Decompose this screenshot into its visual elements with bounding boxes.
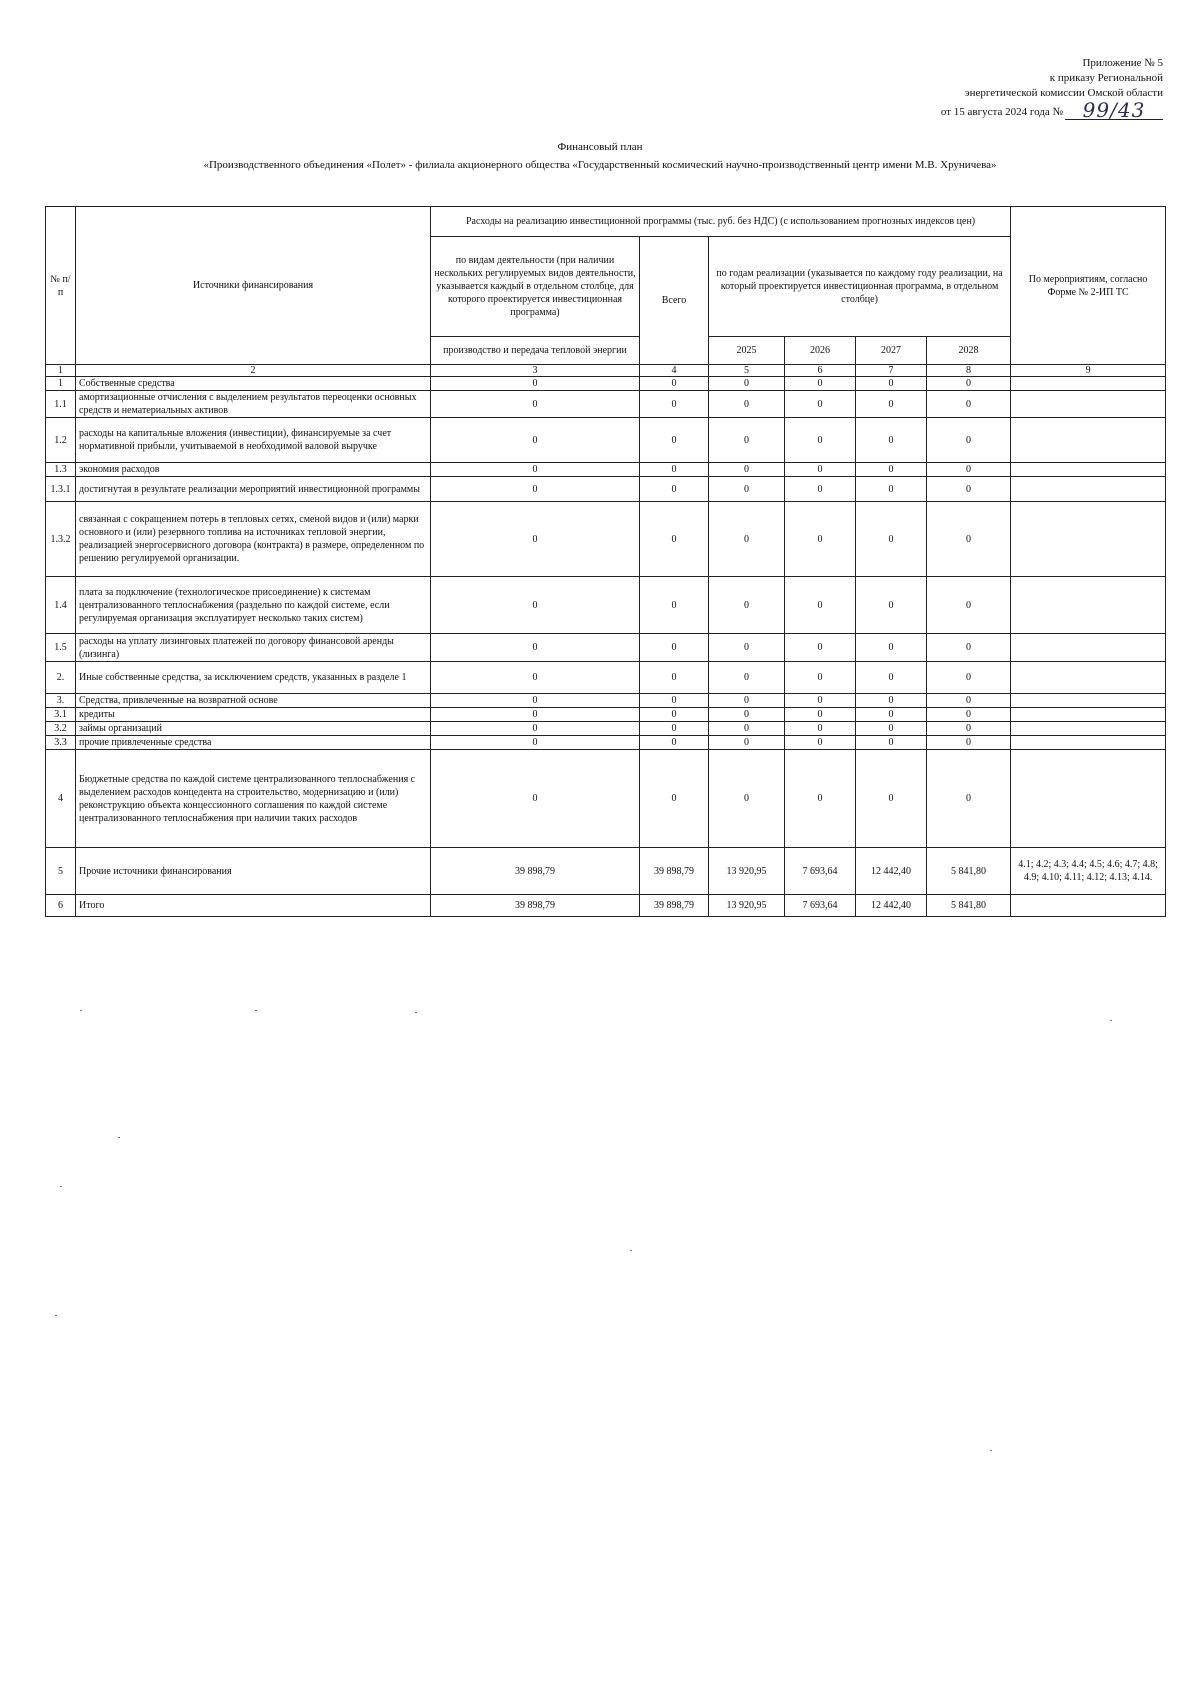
row-value-2026: 0 <box>785 662 856 694</box>
row-activity-value: 0 <box>431 750 640 848</box>
row-value-2027: 0 <box>856 502 927 577</box>
column-index: 2 <box>76 365 431 377</box>
row-total-value: 0 <box>640 736 709 750</box>
table-row <box>46 502 1166 577</box>
table-row <box>46 848 1166 895</box>
row-value-2027: 0 <box>856 391 927 418</box>
row-value-2025: 0 <box>709 577 785 634</box>
row-value-2026: 0 <box>785 377 856 391</box>
table-row <box>46 634 1166 662</box>
row-source-name: плата за подключение (технологическое присоединение) к системам централизованного теплоснабжения (раздельно по каждой системе, если регулируемая организация эксплуатирует несколько таких систем) <box>76 577 431 634</box>
row-value-2026: 7 693,64 <box>785 895 856 917</box>
appendix-header <box>863 56 1163 120</box>
row-value-2028: 0 <box>927 377 1011 391</box>
row-value-2026: 0 <box>785 750 856 848</box>
row-source-name: расходы на уплату лизинговых платежей по договору финансовой аренды (лизинга) <box>76 634 431 662</box>
row-value-2026: 0 <box>785 708 856 722</box>
row-events <box>1011 463 1166 477</box>
scan-speck <box>255 1010 257 1011</box>
row-number: 1.3 <box>46 463 76 477</box>
header-events: По мероприятиям, согласно Форме № 2-ИП ТС <box>1011 207 1166 365</box>
scan-speck <box>80 1010 82 1011</box>
row-events <box>1011 377 1166 391</box>
header-total: Всего <box>640 237 709 365</box>
row-total-value: 0 <box>640 722 709 736</box>
row-number: 1.2 <box>46 418 76 463</box>
row-value-2025: 0 <box>709 418 785 463</box>
row-value-2026: 0 <box>785 477 856 502</box>
row-value-2027: 0 <box>856 477 927 502</box>
row-value-2025: 0 <box>709 722 785 736</box>
row-number: 6 <box>46 895 76 917</box>
column-index: 6 <box>785 365 856 377</box>
row-total-value: 0 <box>640 694 709 708</box>
row-value-2025: 13 920,95 <box>709 895 785 917</box>
table-row <box>46 708 1166 722</box>
row-source-name: Прочие источники финансирования <box>76 848 431 895</box>
row-number: 3.3 <box>46 736 76 750</box>
row-value-2025: 0 <box>709 377 785 391</box>
row-value-2025: 0 <box>709 662 785 694</box>
row-value-2028: 0 <box>927 391 1011 418</box>
column-index: 1 <box>46 365 76 377</box>
row-value-2027: 0 <box>856 463 927 477</box>
row-value-2026: 0 <box>785 463 856 477</box>
row-events <box>1011 391 1166 418</box>
row-activity-value: 0 <box>431 418 640 463</box>
row-number: 4 <box>46 750 76 848</box>
row-events <box>1011 895 1166 917</box>
appendix-order-ref: к приказу Региональной <box>1049 72 1163 84</box>
row-number: 1.1 <box>46 391 76 418</box>
row-total-value: 0 <box>640 463 709 477</box>
row-value-2025: 0 <box>709 502 785 577</box>
table-row <box>46 895 1166 917</box>
row-value-2028: 0 <box>927 577 1011 634</box>
row-activity-value: 0 <box>431 736 640 750</box>
row-events <box>1011 722 1166 736</box>
row-source-name: Итого <box>76 895 431 917</box>
column-index-row <box>46 365 1166 377</box>
row-value-2026: 0 <box>785 722 856 736</box>
row-activity-value: 0 <box>431 634 640 662</box>
row-number: 1.3.1 <box>46 477 76 502</box>
table-row <box>46 750 1166 848</box>
row-activity-value: 0 <box>431 477 640 502</box>
row-value-2027: 0 <box>856 418 927 463</box>
row-total-value: 39 898,79 <box>640 895 709 917</box>
column-index: 3 <box>431 365 640 377</box>
header-expenses: Расходы на реализацию инвестиционной программы (тыс. руб. без НДС) (с использованием прогнозных индексов цен) <box>431 207 1011 237</box>
financial-plan-table <box>45 206 1166 917</box>
row-activity-value: 0 <box>431 722 640 736</box>
row-total-value: 0 <box>640 477 709 502</box>
row-value-2027: 0 <box>856 722 927 736</box>
row-value-2025: 0 <box>709 736 785 750</box>
header-activity-heat: производство и передача тепловой энергии <box>431 337 640 365</box>
row-value-2026: 0 <box>785 577 856 634</box>
table-row <box>46 477 1166 502</box>
order-number-handwritten: 99/43 <box>1065 101 1163 120</box>
row-events <box>1011 418 1166 463</box>
scan-speck <box>1110 1020 1112 1021</box>
row-events: 4.1; 4.2; 4.3; 4.4; 4.5; 4.6; 4.7; 4.8; 4.9; 4.10; 4.11; 4.12; 4.13; 4.14. <box>1011 848 1166 895</box>
row-total-value: 0 <box>640 377 709 391</box>
row-total-value: 0 <box>640 634 709 662</box>
row-total-value: 0 <box>640 577 709 634</box>
column-index: 4 <box>640 365 709 377</box>
row-source-name: расходы на капитальные вложения (инвестиции), финансируемые за счет нормативной прибыли, учитываемой в необходимой валовой выручке <box>76 418 431 463</box>
row-value-2026: 7 693,64 <box>785 848 856 895</box>
row-source-name: амортизационные отчисления с выделением результатов переоценки основных средств и нематериальных активов <box>76 391 431 418</box>
row-number: 3.1 <box>46 708 76 722</box>
row-value-2025: 0 <box>709 750 785 848</box>
row-source-name: прочие привлеченные средства <box>76 736 431 750</box>
row-number: 1.3.2 <box>46 502 76 577</box>
row-activity-value: 0 <box>431 377 640 391</box>
row-total-value: 0 <box>640 391 709 418</box>
row-activity-value: 0 <box>431 577 640 634</box>
table-row <box>46 722 1166 736</box>
scan-speck <box>415 1012 417 1013</box>
row-number: 1.4 <box>46 577 76 634</box>
row-number: 1.5 <box>46 634 76 662</box>
order-date: от 15 августа 2024 года № <box>940 106 1063 118</box>
appendix-number: Приложение № 5 <box>1082 57 1163 69</box>
row-value-2028: 0 <box>927 634 1011 662</box>
row-activity-value: 0 <box>431 708 640 722</box>
row-value-2025: 13 920,95 <box>709 848 785 895</box>
row-value-2027: 0 <box>856 750 927 848</box>
organization-name: «Производственного объединения «Полет» - филиала акционерного общества «Государственный космический научно-производственный центр имени М.В. Хруничева» <box>203 159 997 171</box>
row-value-2025: 0 <box>709 477 785 502</box>
row-value-2028: 0 <box>927 418 1011 463</box>
row-value-2028: 5 841,80 <box>927 848 1011 895</box>
scan-speck <box>118 1137 120 1138</box>
row-value-2025: 0 <box>709 391 785 418</box>
row-events <box>1011 477 1166 502</box>
table-row <box>46 391 1166 418</box>
row-value-2025: 0 <box>709 708 785 722</box>
row-value-2028: 0 <box>927 736 1011 750</box>
row-source-name: займы организаций <box>76 722 431 736</box>
row-value-2027: 0 <box>856 708 927 722</box>
row-value-2028: 5 841,80 <box>927 895 1011 917</box>
row-total-value: 0 <box>640 750 709 848</box>
row-events <box>1011 750 1166 848</box>
row-value-2027: 12 442,40 <box>856 848 927 895</box>
row-value-2025: 0 <box>709 694 785 708</box>
row-value-2026: 0 <box>785 694 856 708</box>
row-activity-value: 0 <box>431 502 640 577</box>
row-number: 2. <box>46 662 76 694</box>
row-value-2028: 0 <box>927 502 1011 577</box>
table-row <box>46 736 1166 750</box>
scan-speck <box>990 1450 992 1451</box>
row-activity-value: 0 <box>431 694 640 708</box>
header-year-2027: 2027 <box>856 337 927 365</box>
row-value-2027: 0 <box>856 634 927 662</box>
table-row <box>46 577 1166 634</box>
table-row <box>46 662 1166 694</box>
row-value-2028: 0 <box>927 750 1011 848</box>
row-activity-value: 39 898,79 <box>431 895 640 917</box>
row-value-2028: 0 <box>927 694 1011 708</box>
row-value-2028: 0 <box>927 722 1011 736</box>
row-source-name: кредиты <box>76 708 431 722</box>
row-value-2026: 0 <box>785 736 856 750</box>
header-num: № п/п <box>46 207 76 365</box>
row-activity-value: 0 <box>431 391 640 418</box>
column-index: 7 <box>856 365 927 377</box>
header-year-2026: 2026 <box>785 337 856 365</box>
table-row <box>46 694 1166 708</box>
row-value-2027: 12 442,40 <box>856 895 927 917</box>
row-value-2028: 0 <box>927 662 1011 694</box>
row-value-2028: 0 <box>927 463 1011 477</box>
order-date-line <box>863 98 1163 122</box>
row-value-2025: 0 <box>709 463 785 477</box>
row-value-2026: 0 <box>785 502 856 577</box>
row-total-value: 0 <box>640 708 709 722</box>
row-activity-value: 0 <box>431 463 640 477</box>
table-row <box>46 418 1166 463</box>
row-events <box>1011 708 1166 722</box>
row-value-2025: 0 <box>709 634 785 662</box>
row-value-2027: 0 <box>856 377 927 391</box>
column-index: 9 <box>1011 365 1166 377</box>
row-source-name: связанная с сокращением потерь в тепловых сетях, сменой видов и (или) марки основного и (или) резервного топлива на источниках тепловой энергии, реализацией энергосервисного договора (контракта) в размере, определенном по решению регулируемой организации. <box>76 502 431 577</box>
row-number: 3.2 <box>46 722 76 736</box>
row-events <box>1011 694 1166 708</box>
row-value-2026: 0 <box>785 391 856 418</box>
row-value-2028: 0 <box>927 708 1011 722</box>
row-source-name: экономия расходов <box>76 463 431 477</box>
table-row <box>46 377 1166 391</box>
row-events <box>1011 736 1166 750</box>
row-total-value: 0 <box>640 662 709 694</box>
row-activity-value: 39 898,79 <box>431 848 640 895</box>
row-value-2027: 0 <box>856 694 927 708</box>
scan-speck <box>60 1186 62 1187</box>
row-source-name: Бюджетные средства по каждой системе централизованного теплоснабжения с выделением расходов концедента на строительство, модернизацию и (или) реконструкцию объекта концессионного соглашения по каждой системе централизованного теплоснабжения при наличии таких расходов <box>76 750 431 848</box>
column-index: 8 <box>927 365 1011 377</box>
row-number: 5 <box>46 848 76 895</box>
header-source: Источники финансирования <box>76 207 431 365</box>
document-title: Финансовый план <box>557 141 643 153</box>
row-number: 3. <box>46 694 76 708</box>
row-source-name: Иные собственные средства, за исключением средств, указанных в разделе 1 <box>76 662 431 694</box>
row-events <box>1011 634 1166 662</box>
row-total-value: 39 898,79 <box>640 848 709 895</box>
row-value-2028: 0 <box>927 477 1011 502</box>
row-number: 1 <box>46 377 76 391</box>
row-value-2026: 0 <box>785 634 856 662</box>
scan-speck <box>55 1315 57 1316</box>
row-source-name: Средства, привлеченные на возвратной основе <box>76 694 431 708</box>
row-total-value: 0 <box>640 418 709 463</box>
row-total-value: 0 <box>640 502 709 577</box>
row-activity-value: 0 <box>431 662 640 694</box>
header-year-2028: 2028 <box>927 337 1011 365</box>
row-value-2026: 0 <box>785 418 856 463</box>
row-events <box>1011 662 1166 694</box>
row-events <box>1011 577 1166 634</box>
row-value-2027: 0 <box>856 736 927 750</box>
header-years-group: по годам реализации (указывается по каждому году реализации, на который проектируется инвестиционная программа, в отдельном столбце) <box>709 237 1011 337</box>
row-events <box>1011 502 1166 577</box>
row-source-name: Собственные средства <box>76 377 431 391</box>
column-index: 5 <box>709 365 785 377</box>
scan-speck <box>630 1250 632 1251</box>
row-value-2027: 0 <box>856 662 927 694</box>
row-value-2027: 0 <box>856 577 927 634</box>
row-source-name: достигнутая в результате реализации мероприятий инвестиционной программы <box>76 477 431 502</box>
appendix-commission: энергетической комиссии Омской области <box>964 87 1163 99</box>
table-row <box>46 463 1166 477</box>
header-year-2025: 2025 <box>709 337 785 365</box>
header-activity: по видам деятельности (при наличии нескольких регулируемых видов деятельности, указывается каждый в отдельном столбце, для которого проектируется инвестиционная программа) <box>431 237 640 337</box>
